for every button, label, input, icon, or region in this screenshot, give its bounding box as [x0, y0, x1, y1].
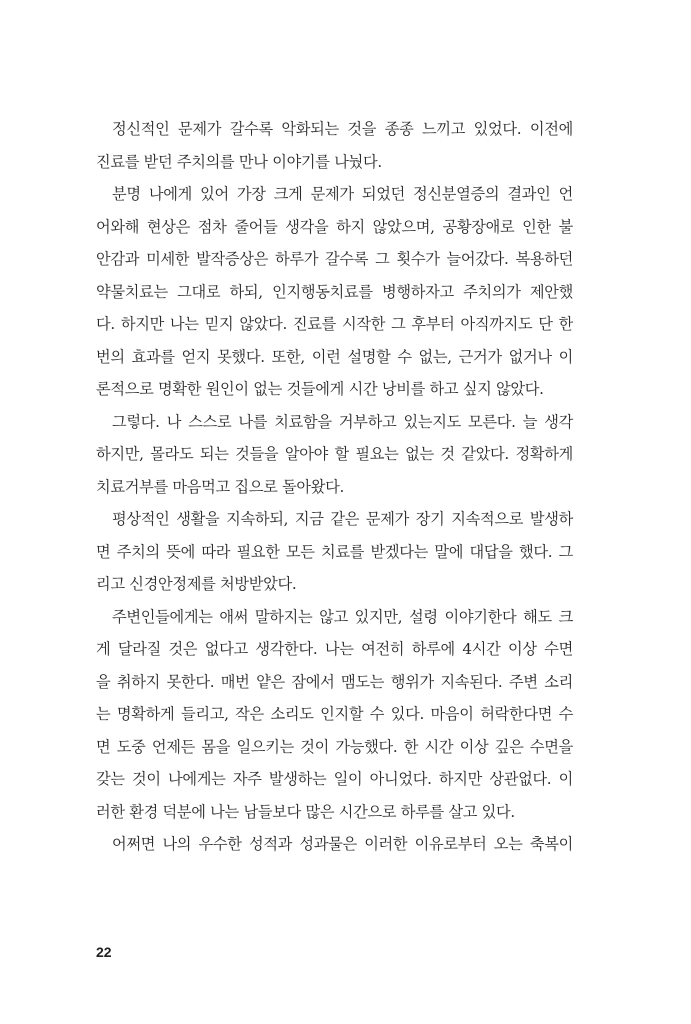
- text-line: 평상적인 생활을 지속하되, 지금 같은 문제가 장기 지속적으로 발생하: [112, 510, 573, 528]
- page-number: 22: [96, 944, 112, 960]
- text-line: 러한 환경 덕분에 나는 남들보다 많은 시간으로 하루를 살고 있다.: [96, 802, 515, 821]
- text-line: 면 주치의 뜻에 따라 필요한 모든 치료를 받겠다는 말에 대답을 했다. 그: [96, 542, 573, 561]
- text-line: 주변인들에게는 애써 말하지는 않고 있지만, 설령 이야기한다 해도 크: [112, 607, 573, 626]
- text-line: 약물치료는 그대로 하되, 인지행동치료를 병행하자고 주치의가 제안했: [96, 282, 573, 301]
- text-line: 안감과 미세한 발작증상은 하루가 갈수록 그 횟수가 늘어갔다. 복용하던: [96, 250, 573, 268]
- text-line: 게 달라질 것은 없다고 생각한다. 나는 여전히 하루에 4시간 이상 수면: [96, 640, 573, 658]
- text-line: 번의 효과를 얻지 못했다. 또한, 이런 설명할 수 없는, 근거가 없거나 이: [96, 347, 573, 366]
- text-line: 면 도중 언제든 몸을 일으키는 것이 가능했다. 한 시간 이상 깊은 수면을: [96, 737, 573, 756]
- text-line: 진료를 받던 주치의를 만나 이야기를 나눴다.: [96, 152, 382, 171]
- text-line: 분명 나에게 있어 가장 크게 문제가 되었던 정신분열증의 결과인 언: [112, 185, 573, 203]
- text-line: 론적으로 명확한 원인이 없는 것들에게 시간 낭비를 하고 싶지 않았다.: [96, 380, 544, 398]
- text-line: 어쩌면 나의 우수한 성적과 성과물은 이러한 이유로부터 오는 축복이: [112, 835, 573, 853]
- text-line: 하지만, 몰라도 되는 것들을 알아야 할 필요는 없는 것 같았다. 정확하게: [96, 445, 573, 463]
- text-line: 정신적인 문제가 갈수록 악화되는 것을 종종 느끼고 있었다. 이전에: [112, 120, 573, 138]
- text-line: 는 명확하게 들리고, 작은 소리도 인지할 수 있다. 마음이 허락한다면 수: [96, 705, 573, 723]
- text-line: 다. 하지만 나는 믿지 않았다. 진료를 시작한 그 후부터 아직까지도 단 한: [96, 315, 573, 333]
- text-line: 을 취하지 못한다. 매번 얕은 잠에서 맴도는 행위가 지속된다. 주변 소리: [96, 672, 573, 691]
- text-line: 갖는 것이 나에게는 자주 발생하는 일이 아니었다. 하지만 상관없다. 이: [96, 770, 573, 788]
- text-line: 그렇다. 나 스스로 나를 치료함을 거부하고 있는지도 모른다. 늘 생각: [112, 412, 573, 431]
- body-text: [96, 113, 573, 861]
- text-line: 어와해 현상은 점차 줄어들 생각을 하지 않았으며, 공황장애로 인한 불: [96, 217, 573, 236]
- text-line: 리고 신경안정제를 처방받았다.: [96, 575, 297, 593]
- text-line: 치료거부를 마음먹고 집으로 돌아왔다.: [96, 477, 345, 496]
